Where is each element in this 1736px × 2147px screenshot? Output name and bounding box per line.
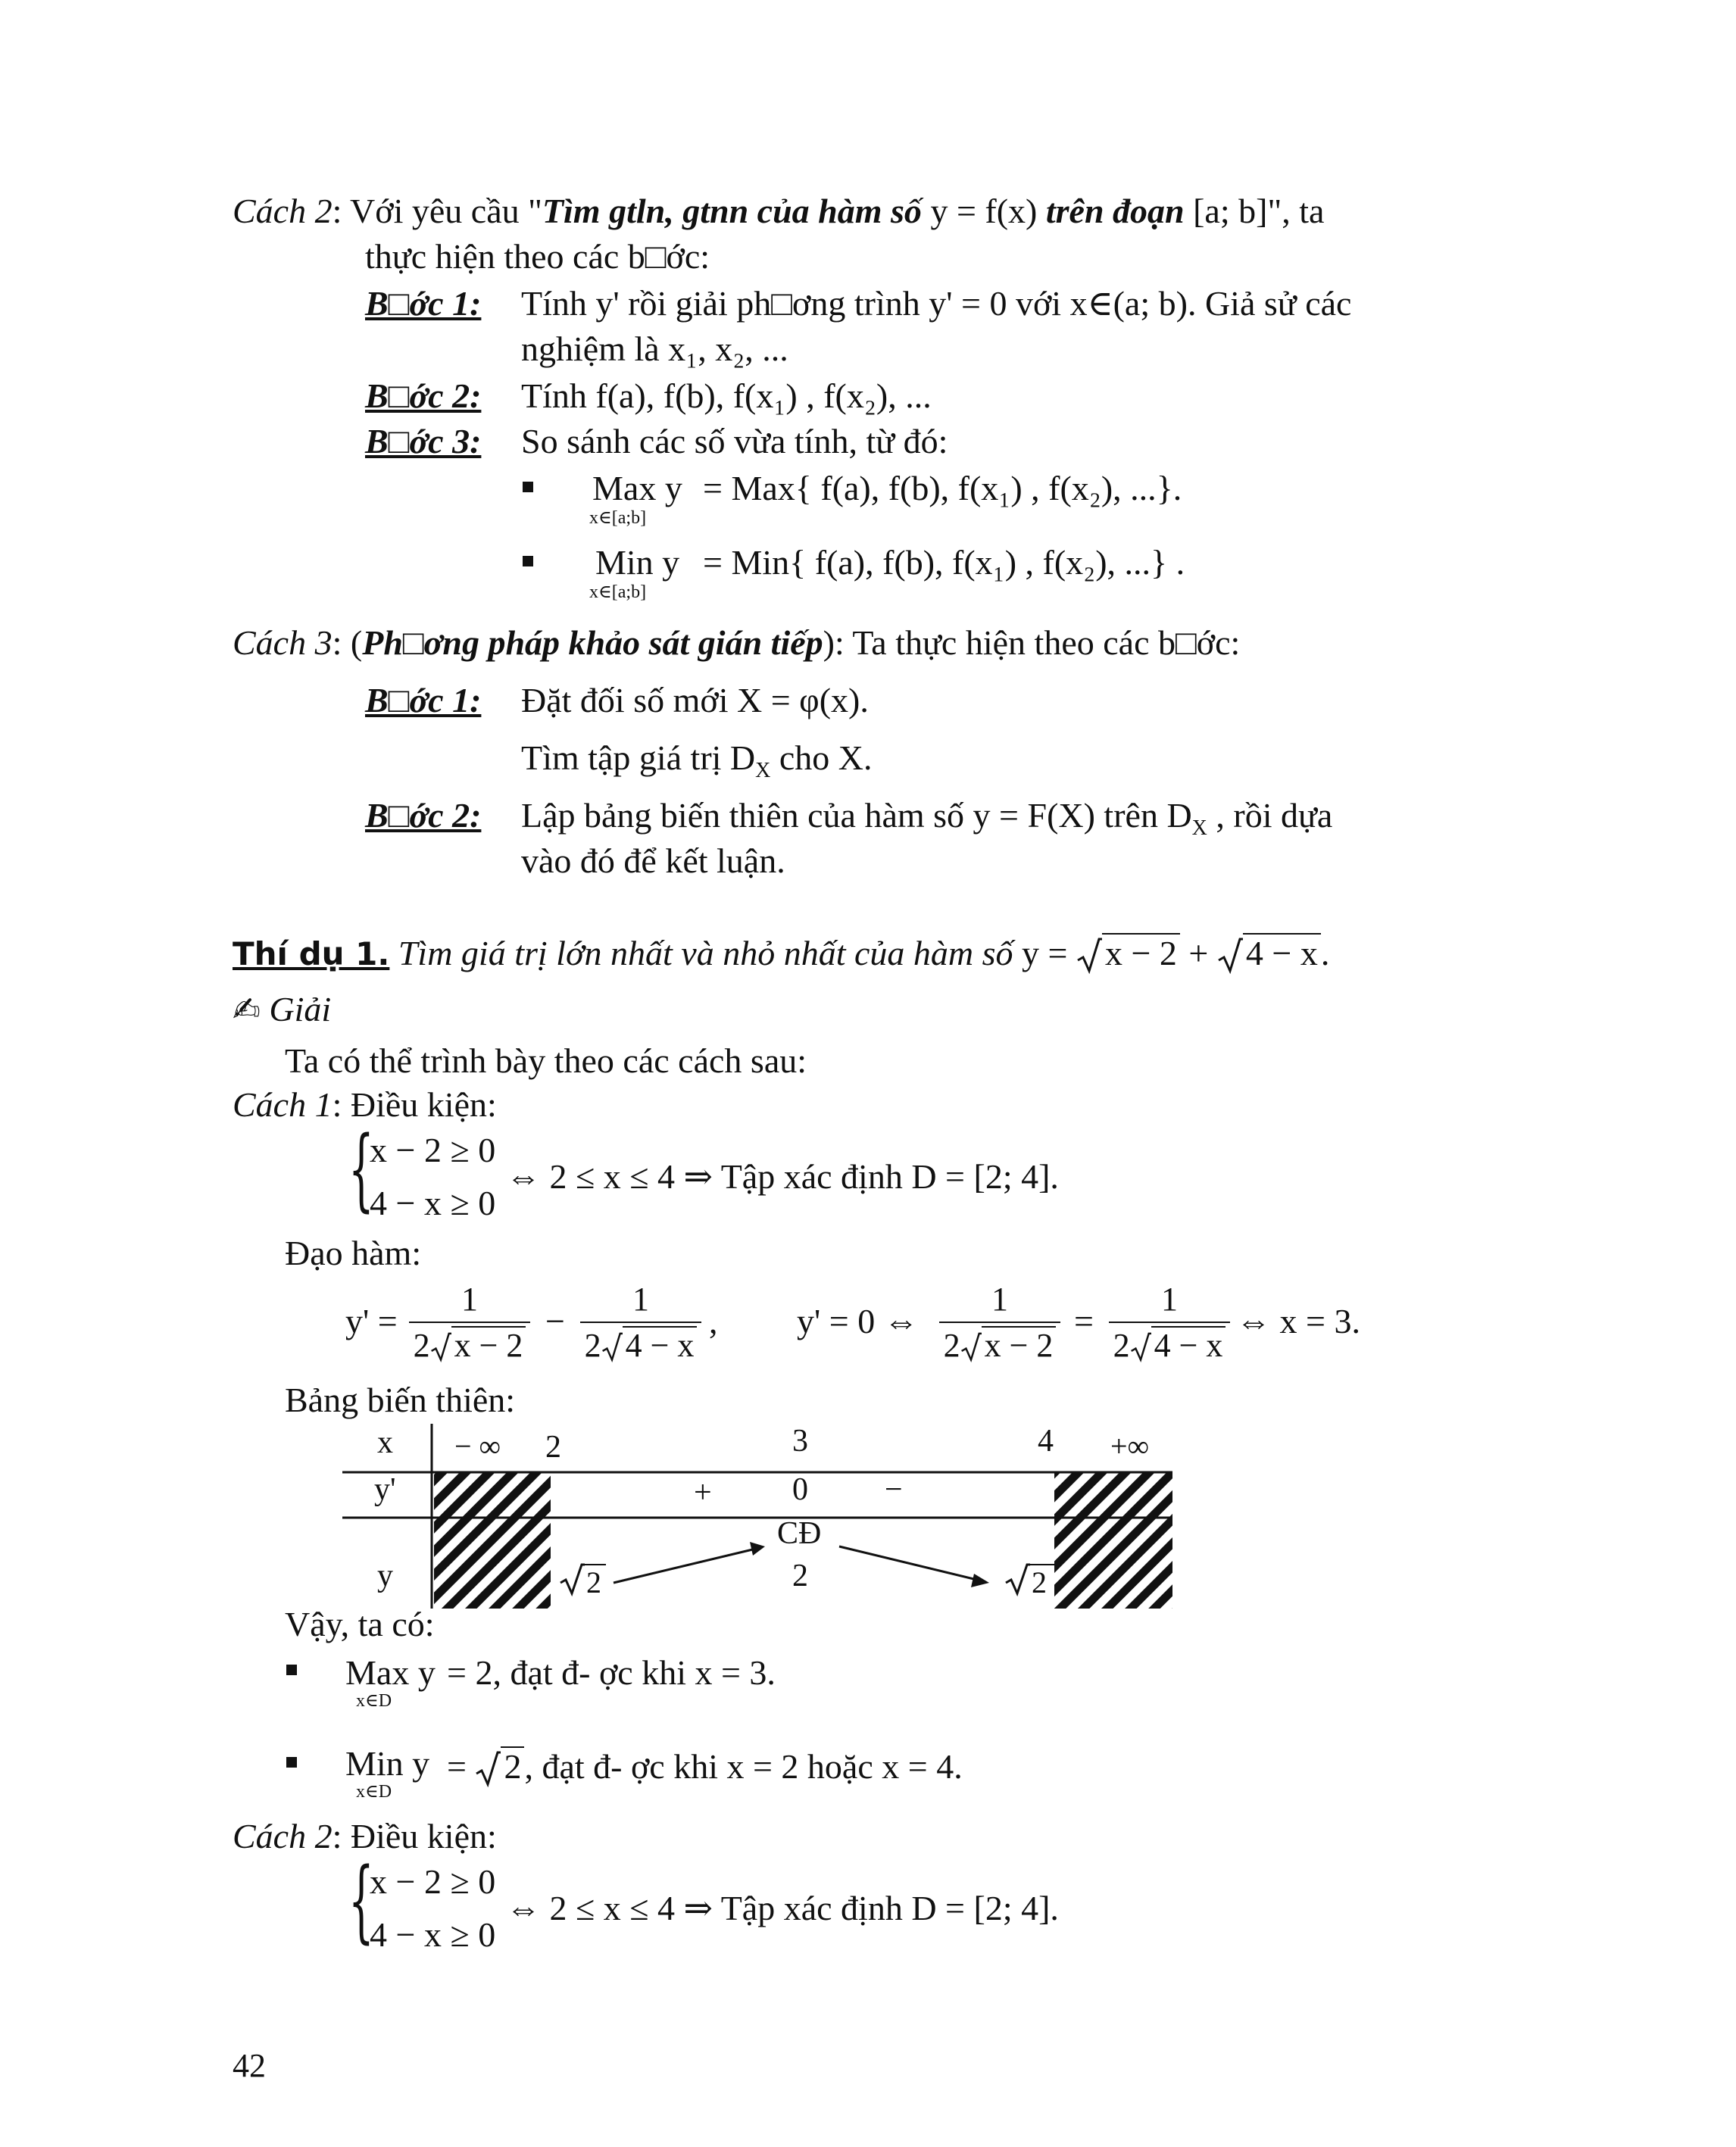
increase-arrowhead: [750, 1542, 765, 1556]
cach2-step2-label: B□ớc 2:: [365, 376, 482, 415]
max-result: = 2, đạt đ- ợc khi x = 3.: [447, 1653, 776, 1692]
cach2-step2-text: Tính f(a), f(b), f(x₁) , f(x₂), ...: [521, 376, 932, 415]
example-label: Thí dụ 1.: [233, 935, 390, 972]
comma: ,: [709, 1302, 718, 1340]
cach2-max-sub: x∈[a;b]: [589, 508, 647, 528]
equals-sign: =: [1074, 1302, 1094, 1340]
x-value-3: 3: [792, 1424, 808, 1459]
sqrt-icon: [560, 1565, 585, 1593]
cach2-min-rhs: = Min{ f(a), f(b), f(x₁) , f(x₂), ...} .: [703, 543, 1185, 582]
example-question: Tìm giá trị lớn nhất và nhỏ nhất của hàm số: [398, 934, 1013, 972]
system-result: ⇔ 2 ≤ x ≤ 4 ⇒ Tập xác định D = [2; 4].: [506, 1157, 1059, 1196]
cach3-step2-label: B□ớc 2:: [365, 796, 482, 835]
sign-plus: +: [694, 1475, 712, 1510]
cach2-min-op: Min y: [595, 543, 680, 582]
minus-sign: −: [545, 1302, 565, 1340]
x-value-4: 4: [1038, 1424, 1054, 1459]
cach2-intro-line2: thực hiện theo các b□ớc:: [365, 237, 710, 276]
cach2-step1-line1: Tính y' rồi giải ph□ơng trình y' = 0 với x∈(a; b). Giả sử các: [521, 284, 1352, 323]
solution-cach1: Cách 1: Điều kiện:: [233, 1085, 497, 1124]
cd-label: CĐ: [777, 1516, 822, 1551]
cach2-min-sub: x∈[a;b]: [589, 582, 647, 602]
example-1: Thí dụ 1. Tìm giá trị lớn nhất và nhỏ nhất của hàm số y = x − 2 + 4 − x.: [233, 934, 1330, 972]
table-row-y: y: [377, 1559, 393, 1593]
cach2-step1-label: B□ớc 1:: [365, 284, 482, 323]
system-line1: x − 2 ≥ 0: [370, 1131, 496, 1169]
cach2-max-op: Max y: [592, 469, 682, 507]
system2-result: ⇔ 2 ≤ x ≤ 4 ⇒ Tập xác định D = [2; 4].: [506, 1889, 1059, 1927]
min-result: = 2, đạt đ- ợc khi x = 2 hoặc x = 4.: [447, 1747, 963, 1786]
sqrt-icon: [1006, 1565, 1030, 1593]
decrease-arrowhead: [971, 1574, 989, 1587]
x-value-2: 2: [545, 1430, 561, 1465]
pos-infinity: +∞: [1110, 1429, 1150, 1463]
yprime-zero-value: 0: [792, 1472, 808, 1507]
increase-arrow: [614, 1548, 759, 1583]
table-row-yprime: y': [374, 1472, 396, 1507]
sqrt2-left: 2: [586, 1565, 601, 1599]
hatched-left: [434, 1472, 551, 1609]
min-op: Min y: [345, 1744, 430, 1783]
max-op: Max y: [345, 1653, 436, 1692]
system2-line2: 4 − x ≥ 0: [370, 1915, 496, 1954]
table-label: Bảng biến thiên:: [285, 1381, 516, 1419]
max-value: 2: [792, 1559, 808, 1593]
conclusion-label: Vậy, ta có:: [285, 1605, 435, 1643]
fraction: 1 2 x − 2: [939, 1280, 1060, 1365]
sqrt2-right: 2: [1032, 1565, 1047, 1599]
yprime-label: y' =: [345, 1302, 398, 1340]
cach2-intro: Cách 2: Với yêu cầu "Tìm gtln, gtnn của hàm số y = f(x) trên đoạn [a; b]", ta: [233, 192, 1325, 230]
neg-infinity: − ∞: [454, 1429, 501, 1463]
cach2-max-rhs: = Max{ f(a), f(b), f(x₁) , f(x₂), ...}.: [703, 469, 1182, 507]
solution-cach2: Cách 2: Điều kiện:: [233, 1817, 497, 1855]
cach3-step2-line1: Lập bảng biến thiên của hàm số y = F(X) trên $D_X$ , rồi dựa: [521, 796, 1333, 841]
min-sub: x∈D: [356, 1782, 392, 1802]
derivative-label: Đạo hàm:: [285, 1234, 422, 1272]
cach3-step1-line2: Tìm tập giá trị $D_X$ cho X.: [521, 738, 873, 783]
system-line2: 4 − x ≥ 0: [370, 1184, 496, 1222]
cach3-step1-line1: Đặt đối số mới X = φ(x).: [521, 681, 869, 719]
solution-label: Giải: [269, 990, 332, 1028]
cach2-step3-text: So sánh các số vừa tính, từ đó:: [521, 422, 948, 460]
x-equals-3: ⇔ x = 3.: [1236, 1302, 1360, 1340]
page-number: 42: [233, 2047, 266, 2084]
bullet-icon: [286, 1665, 297, 1675]
sign-minus: −: [885, 1472, 903, 1507]
writing-hand-icon: ✍: [233, 991, 261, 1029]
yprime-zero: y' = 0 ⇔: [797, 1302, 919, 1340]
bullet-icon: [286, 1757, 297, 1768]
cach3-label: Cách 3: [233, 623, 333, 662]
system2-line1: x − 2 ≥ 0: [370, 1862, 496, 1901]
cach3-step1-label: B□ớc 1:: [365, 681, 482, 719]
fraction: 1 2 4 − x: [580, 1280, 701, 1365]
system-brace: {: [348, 1848, 374, 1952]
decrease-arrow: [839, 1546, 983, 1581]
cach2-label: Cách 2: [233, 192, 333, 230]
cach3-step2-line2: vào đó để kết luận.: [521, 841, 785, 880]
fraction: 1 2 x − 2: [409, 1280, 530, 1365]
system-brace: {: [348, 1116, 374, 1221]
table-row-x: x: [377, 1425, 393, 1460]
hatched-right: [1054, 1472, 1172, 1609]
cach2-step3-label: B□ớc 3:: [365, 422, 482, 460]
fraction: 1 2 4 − x: [1109, 1280, 1230, 1365]
cach3-intro: Cách 3: (Ph□ơng pháp khảo sát gián tiếp): Ta thực hiện theo các b□ớc:: [233, 623, 1241, 662]
max-sub: x∈D: [356, 1691, 392, 1711]
solution-intro: Ta có thể trình bày theo các cách sau:: [285, 1041, 807, 1080]
cach2-step1-line2: nghiệm là x₁, x₂, ...: [521, 329, 788, 368]
sqrt-icon: [475, 1751, 501, 1787]
